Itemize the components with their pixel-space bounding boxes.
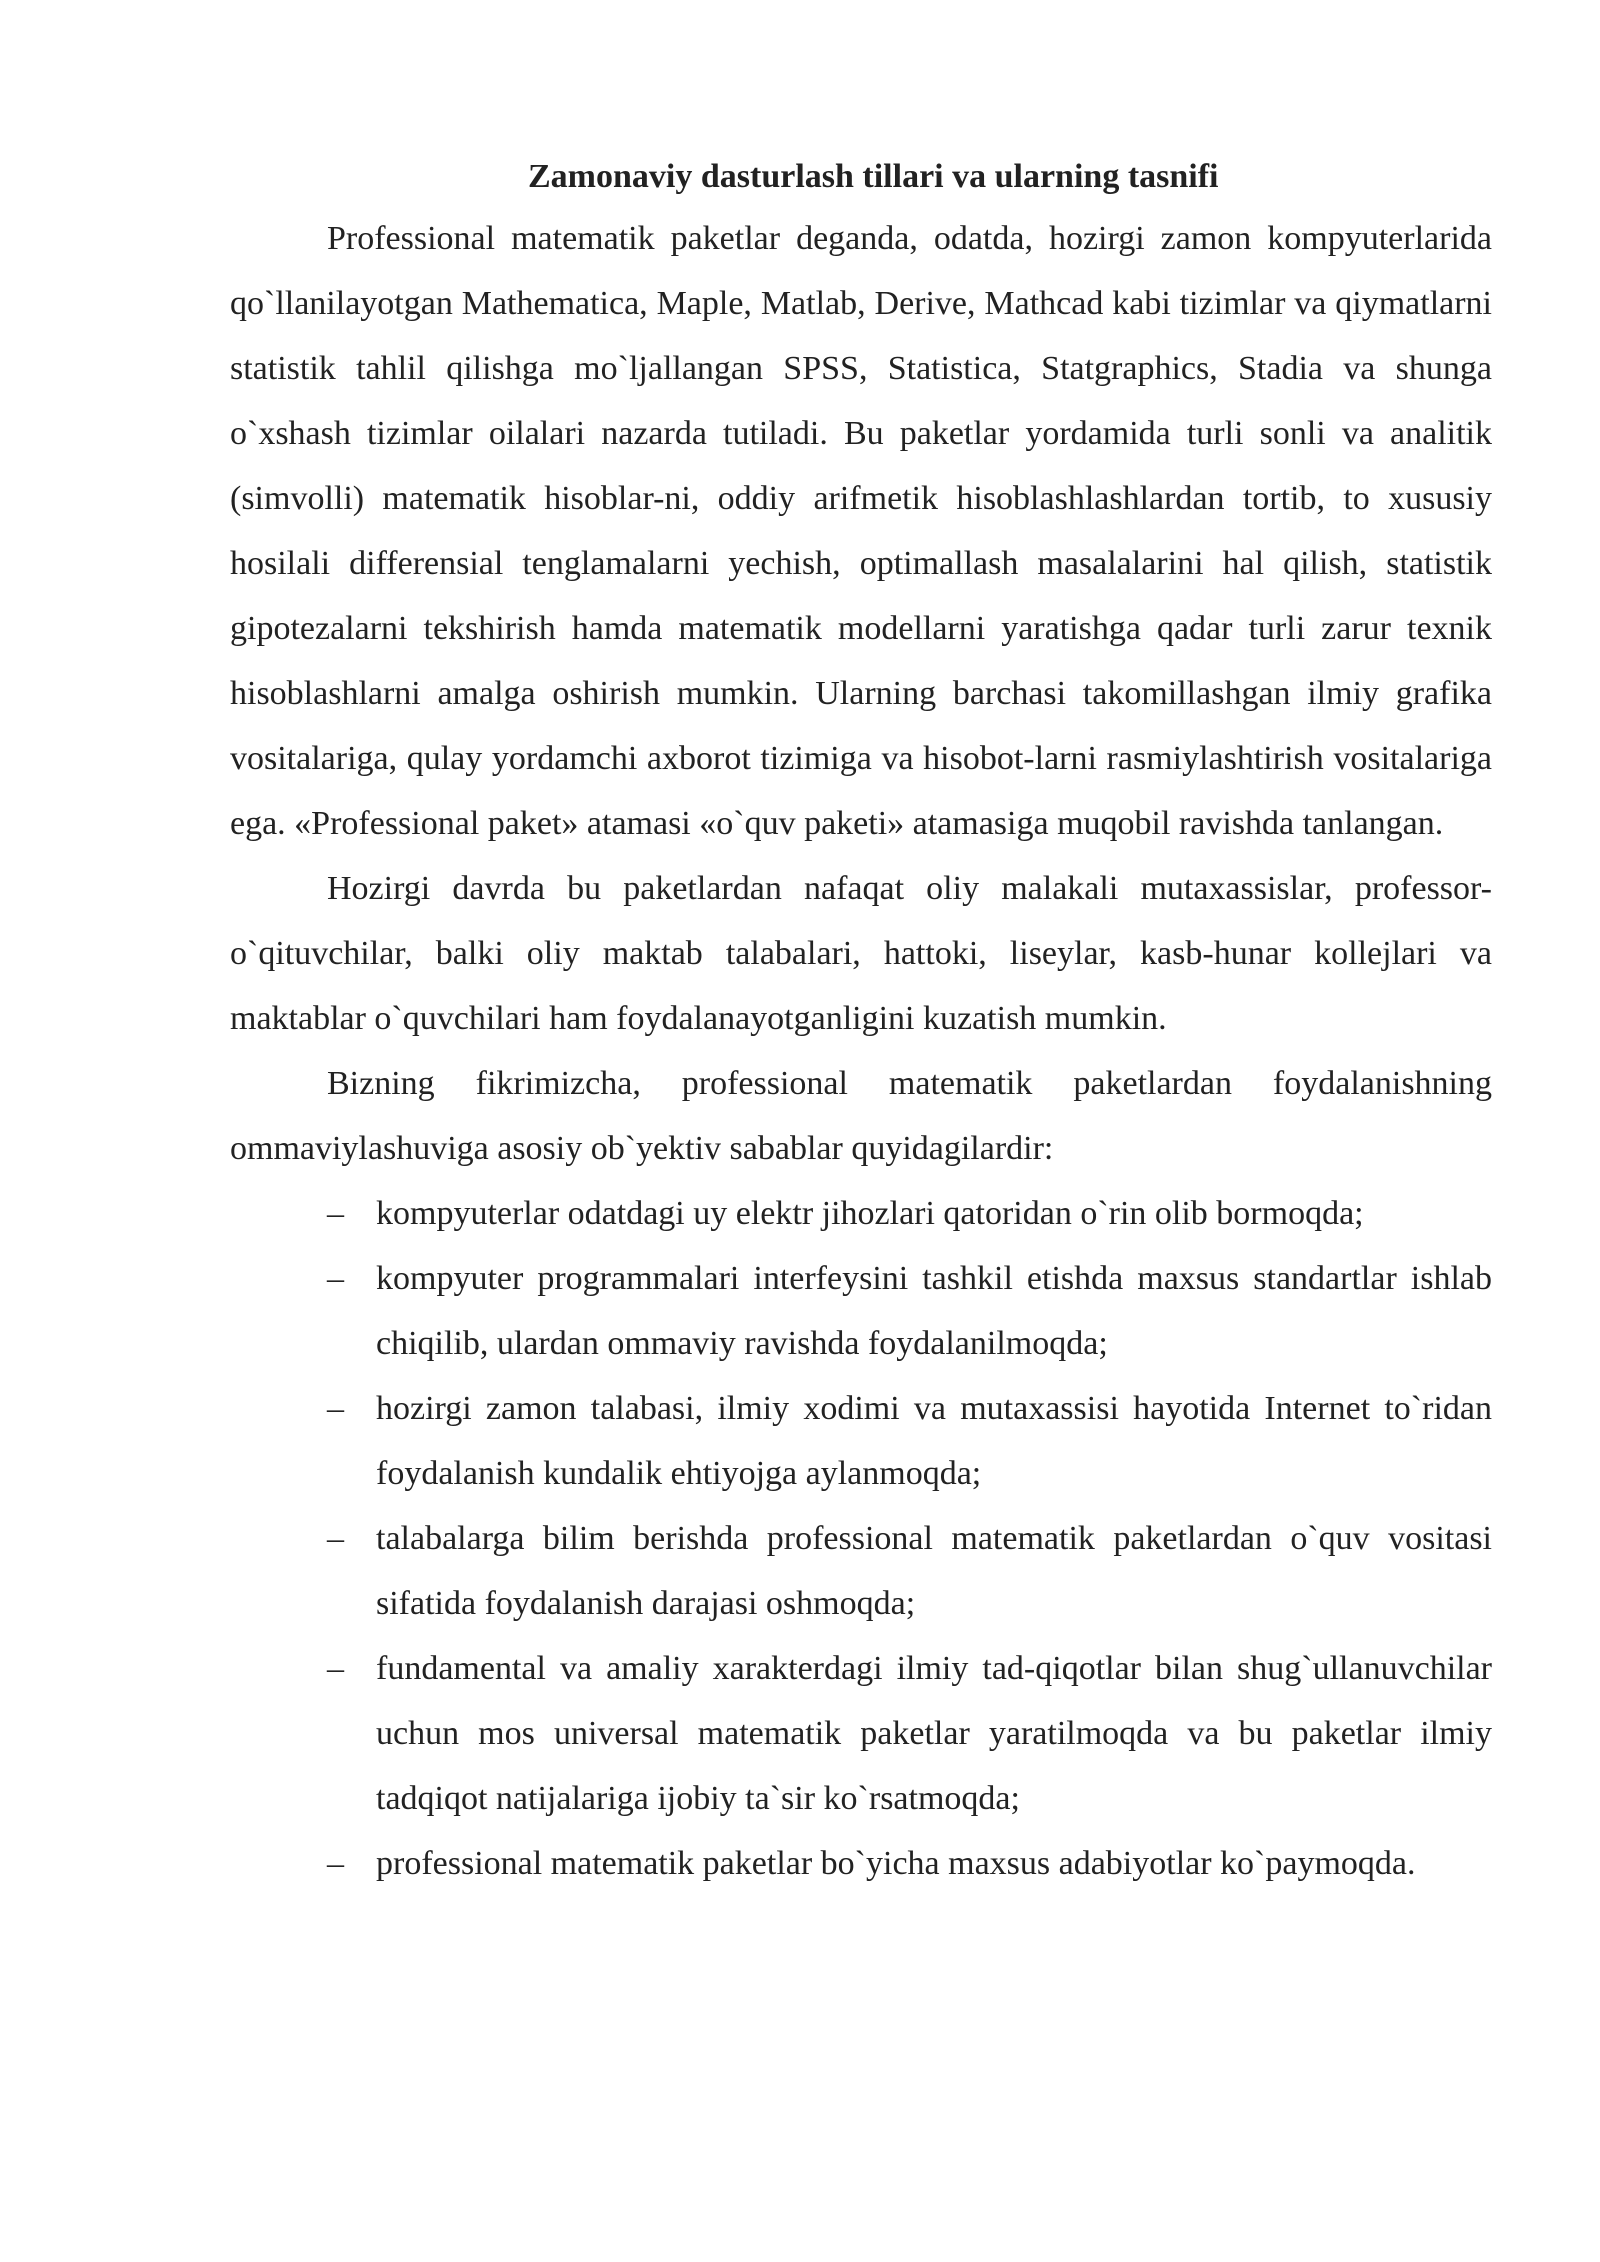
list-item — [230, 1506, 1492, 1636]
list-item-text: talabalarga bilim berishda professional matematik paketlardan o`quv vositasi sifatida foydalanish darajasi oshmoqda; — [376, 1520, 1492, 1622]
list-item-text: kompyuterlar odatdagi uy elektr jihozlari qatoridan o`rin olib bormoqda; — [376, 1195, 1364, 1232]
document-title: Zamonaviy dasturlash tillari va ularning tasnifi — [528, 158, 1219, 195]
dash-marker: – — [327, 1845, 344, 1882]
list-item-text: professional matematik paketlar bo`yicha maxsus adabiyotlar ko`paymoqda. — [376, 1845, 1416, 1882]
list-item-text: hozirgi zamon talabasi, ilmiy xodimi va mutaxassisi hayotida Internet to`ridan foydalanish kundalik ehtiyojga aylanmoqda; — [376, 1390, 1492, 1492]
dash-marker: – — [327, 1650, 344, 1687]
dash-marker: – — [327, 1520, 344, 1557]
dash-marker: – — [327, 1390, 344, 1427]
paragraph-1: Professional matematik paketlar deganda, odatda, hozirgi zamon kompyuterlarida qo`llanilayotgan Mathematica, Maple, Matlab, Derive, Mathcad kabi tizimlar va qiymatlarni statistik tahlil qilishga mo`ljallangan SPSS, Statistica, Statgraphics, Stadia va shunga o`xshash tizimlar oilalari nazarda tutiladi. Bu paketlar yordamida turli sonli va analitik (simvolli) matematik hisoblar-ni, oddiy arifmetik hisoblashlashlardan tortib, to xususiy hosilali differensial tenglamalarni yechish, optimallash masalalarini hal qilish, statistik gipotezalarni tekshirish hamda matematik modellarni yaratishga qadar turli zarur texnik hisoblashlarni amalga oshirish mumkin. Ularning barchasi takomillashgan ilmiy grafika vositalariga, qulay yordamchi axborot tizimiga va hisobot-larni rasmiylashtirish vositalariga ega. «Professional paket» atamasi «o`quv paketi» atamasiga muqobil ravishda tanlangan. — [230, 220, 1492, 842]
list-item — [230, 1831, 1492, 1896]
paragraph-3: Bizning fikrimizcha, professional matematik paketlardan foydalanishning ommaviylashuviga asosiy ob`yektiv sabablar quyidagilardir: — [230, 1065, 1492, 1167]
document-page — [230, 148, 1492, 1896]
reasons-list — [230, 1181, 1492, 1896]
list-item-text: fundamental va amaliy xarakterdagi ilmiy tad-qiqotlar bilan shug`ullanuvchilar uchun mos universal matematik paketlar yaratilmoqda va bu paketlar ilmiy tadqiqot natijalariga ijobiy ta`sir ko`rsatmoqda; — [376, 1650, 1492, 1817]
paragraph-2: Hozirgi davrda bu paketlardan nafaqat oliy malakali mutaxassislar, professor-o`qituvchilar, balki oliy maktab talabalari, hattoki, liseylar, kasb-hunar kollejlari va maktablar o`quvchilari ham foydalanayotganligini kuzatish mumkin. — [230, 870, 1492, 1037]
list-item — [230, 1636, 1492, 1831]
dash-marker: – — [327, 1260, 344, 1297]
list-item — [230, 1376, 1492, 1506]
list-item — [230, 1181, 1492, 1246]
list-item-text: kompyuter programmalari interfeysini tashkil etishda maxsus standartlar ishlab chiqilib, ulardan ommaviy ravishda foydalanilmoqda; — [376, 1260, 1492, 1362]
dash-marker: – — [327, 1195, 344, 1232]
list-item — [230, 1246, 1492, 1376]
